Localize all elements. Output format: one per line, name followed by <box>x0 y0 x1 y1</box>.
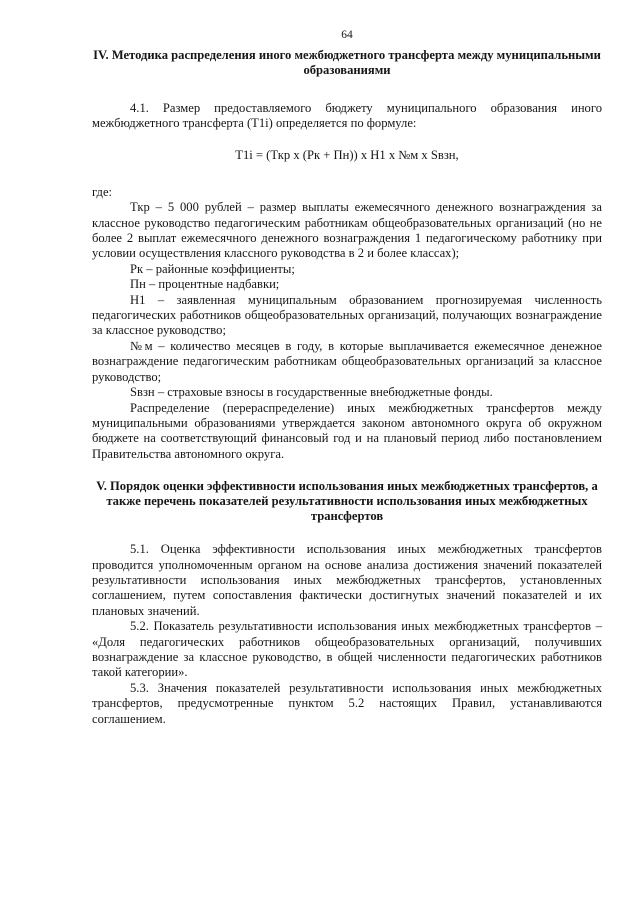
paragraph-distribution: Распределение (перераспределение) иных межбюджетных трансфертов между муниципальными образованиями утверждается законом автономного округа об окружном бюджете на соответствующий финансовый год и на плановый период либо постановлением Правительства автономного округа. <box>92 400 602 461</box>
definition-pn: Пн – процентные надбавки; <box>130 277 280 292</box>
paragraph-5-1: 5.1. Оценка эффективности использования иных межбюджетных трансфертов проводится уполномоченным органом на основе анализа достижения значений показателей результативности использования иных межбюджетных трансфертов, установленных соглашением, путем сопоставления фактически достигнутых значений показателей и их плановых значений. <box>92 542 602 618</box>
definition-n1: Н1 – заявленная муниципальным образованием прогнозируемая численность педагогических работников общеобразовательных организаций, получающих вознаграждение за классное руководство; <box>92 292 602 338</box>
document-page <box>92 28 602 727</box>
definition-svzn: Sвзн – страховые взносы в государственные внебюджетные фонды. <box>130 385 493 400</box>
page-number: 64 <box>341 29 353 41</box>
definition-rk: Рк – районные коэффициенты; <box>130 261 295 276</box>
section-5-heading: V. Порядок оценки эффективности использования иных межбюджетных трансфертов, а также перечень показателей результативности использования иных межбюджетных трансфертов <box>96 479 598 524</box>
definition-nm: №м – количество месяцев в году, в которые выплачивается ежемесячное денежное вознаграждение педагогическим работникам общеобразовательных организаций за классное руководство; <box>92 338 602 384</box>
paragraph-5-3: 5.3. Значения показателей результативности использования иных межбюджетных трансфертов, предусмотренные пунктом 5.2 настоящих Правил, устанавливаются соглашением. <box>92 680 602 726</box>
paragraph-4-1: 4.1. Размер предоставляемого бюджету муниципального образования иного межбюджетного трансферта (Т1i) определяется по формуле: <box>92 101 602 131</box>
where-label: где: <box>92 184 113 199</box>
paragraph-5-2: 5.2. Показатель результативности использования иных межбюджетных трансфертов – «Доля педагогических работников общеобразовательных организаций, получивших вознаграждение за классное руководство, в общей численности педагогических работников такой категории». <box>92 619 602 680</box>
section-4-heading: IV. Методика распределения иного межбюджетного трансферта между муниципальными образованиями <box>93 48 601 77</box>
definition-tkr: Ткр – 5 000 рублей – размер выплаты ежемесячного денежного вознаграждения за классное руководство педагогическим работникам общеобразовательных организаций (но не более 2 выплат ежемесячного денежного вознаграждения 1 педагогическому работнику при условии осуществления классного руководства в 2 и более классах); <box>92 200 602 261</box>
formula: Т1i = (Ткр х (Рк + Пн)) х Н1 х №м х Sвзн, <box>235 147 459 162</box>
